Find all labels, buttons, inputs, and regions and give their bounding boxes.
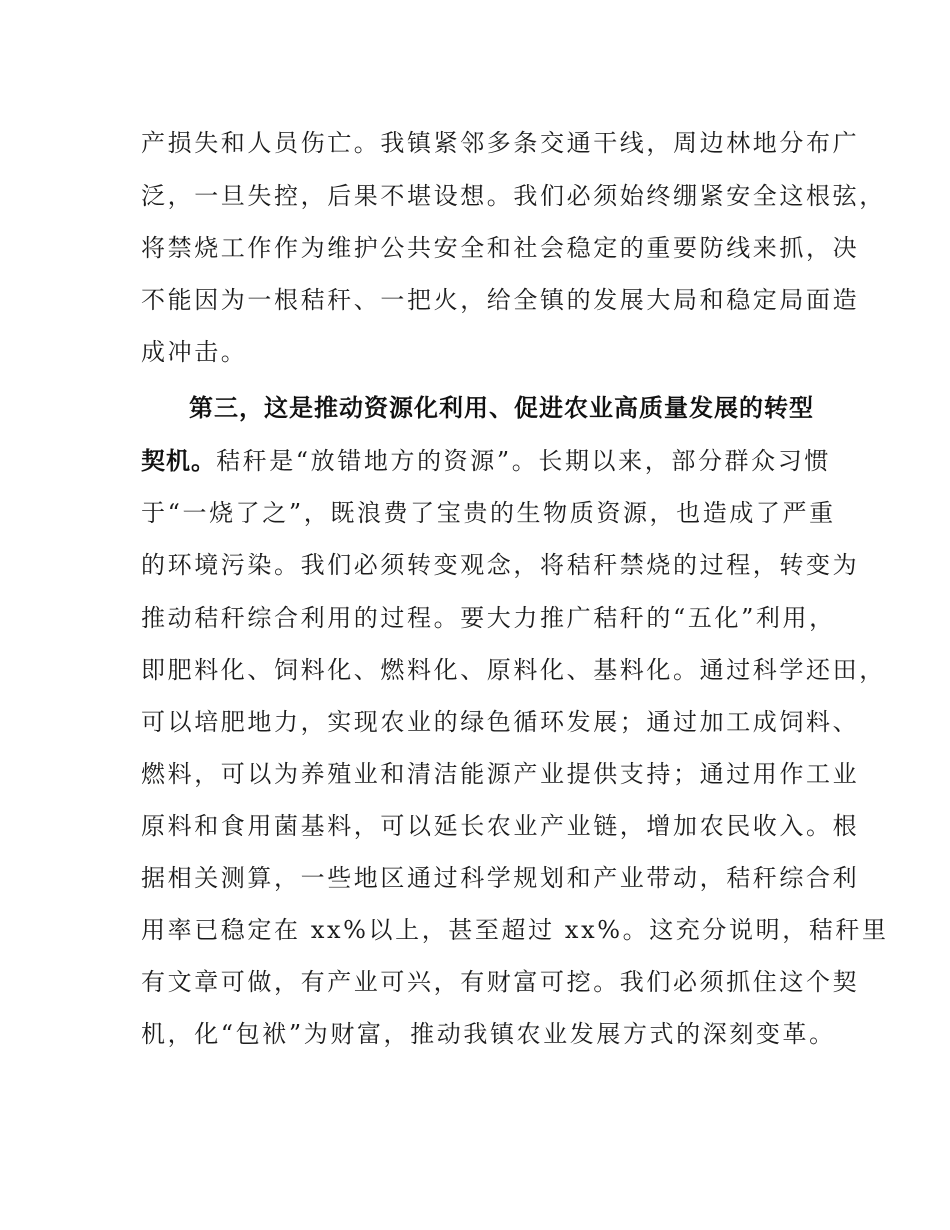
paragraph-line: 即肥料化、饲料化、燃料化、原料化、基料化。通过科学还田， [141,656,886,684]
paragraph-line: 有文章可做，有产业可兴，有财富可挖。我们必须抓住这个契 [141,968,860,996]
paragraph-line: 的环境污染。我们必须转变观念，将秸秆禁烧的过程，转变为 [141,551,860,579]
paragraph-line: 据相关测算，一些地区通过科学规划和产业带动，秸秆综合利 [141,864,860,892]
paragraph-line: 可以培肥地力，实现农业的绿色循环发展；通过加工成饲料、 [141,708,860,736]
paragraph-line: 于“一烧了之”，既浪费了宝贵的生物质资源，也造成了严重 [141,499,836,527]
paragraph-text: 秸秆是“放错地方的资源”。长期以来，部分群众习惯 [216,447,831,475]
paragraph-line: 机，化“包袱”为财富，推动我镇农业发展方式的深刻变革。 [141,1020,836,1048]
paragraph-line: 产损失和人员伤亡。我镇紧邻多条交通干线，周边林地分布广 [141,129,860,157]
section-heading: 第三，这是推动资源化利用、促进农业高质量发展的转型 [189,394,814,422]
paragraph-line [141,446,831,476]
paragraph-line: 将禁烧工作作为维护公共安全和社会稳定的重要防线来抓，决 [141,234,860,262]
paragraph-line: 燃料，可以为养殖业和清洁能源产业提供支持；通过用作工业 [141,760,860,788]
section-heading-end: 契机。 [141,447,216,475]
paragraph-line: 推动秸秆综合利用的过程。要大力推广秸秆的“五化”利用， [141,604,836,632]
paragraph-line: 原料和食用菌基料，可以延长农业产业链，增加农民收入。根 [141,812,860,840]
paragraph-line: 泛，一旦失控，后果不堪设想。我们必须始终绷紧安全这根弦， [141,182,886,210]
paragraph-line: 成冲击。 [141,338,248,366]
paragraph-line: 用率已稳定在 xx%以上，甚至超过 xx%。这充分说明，秸秆里 [141,916,889,944]
paragraph-line: 不能因为一根秸秆、一把火，给全镇的发展大局和稳定局面造 [141,286,860,314]
